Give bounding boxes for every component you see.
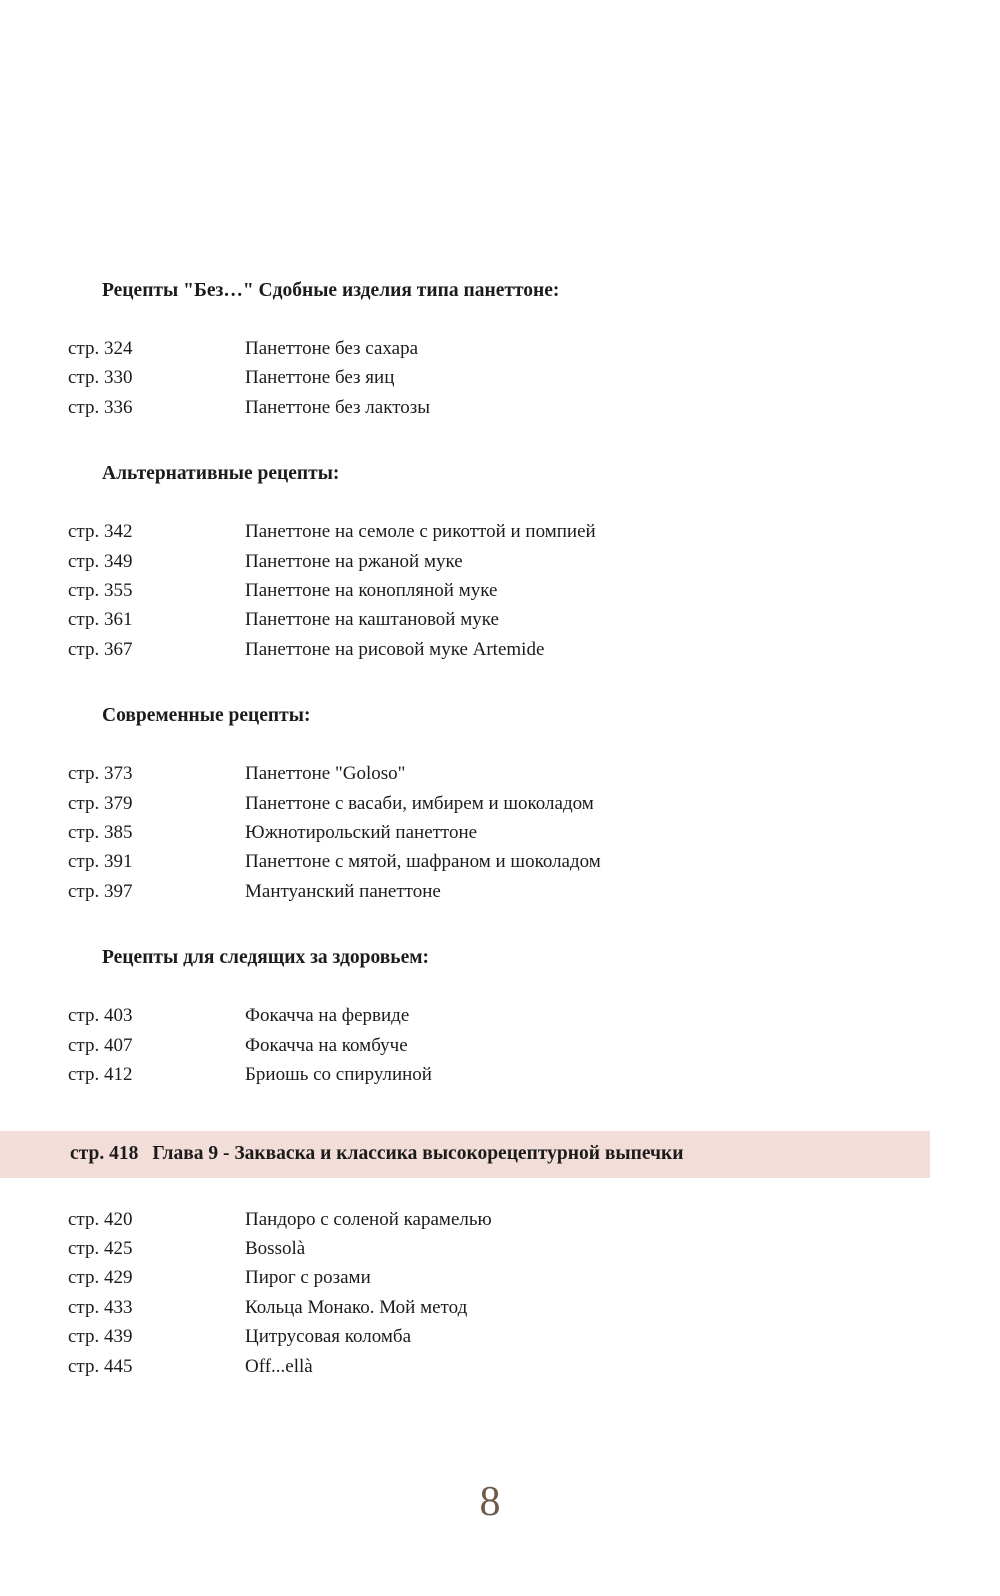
toc-section <box>0 945 1000 1089</box>
toc-row <box>0 759 1000 788</box>
toc-row-page-ref: стр. 391 <box>68 851 133 873</box>
toc-row <box>0 847 1000 876</box>
toc-row-page-ref: стр. 420 <box>68 1208 133 1230</box>
toc-row-title: Панеттоне без сахара <box>245 338 419 359</box>
toc-row-page-ref: стр. 445 <box>68 1355 133 1377</box>
toc-row-title: Южнотирольский панеттоне <box>245 822 478 844</box>
toc-row <box>0 1060 1000 1089</box>
toc-row-page-ref: стр. 342 <box>68 521 133 543</box>
toc-section <box>0 461 1000 664</box>
toc-row <box>0 1293 1000 1322</box>
toc-section <box>0 278 1000 422</box>
toc-row-page-ref: стр. 361 <box>68 609 133 631</box>
toc-row <box>0 1322 1000 1351</box>
toc-row <box>0 1001 1000 1030</box>
toc-row-page-ref: стр. 425 <box>68 1237 133 1259</box>
toc-row <box>0 1263 1000 1292</box>
page-number: 8 <box>479 1479 501 1525</box>
toc-row <box>0 517 1000 546</box>
toc-row-page-ref: стр. 367 <box>68 638 133 660</box>
toc-row <box>0 363 1000 392</box>
chapter-banner-title: Глава 9 - Закваска и классика высокорецептурной выпечки <box>152 1143 684 1164</box>
section-heading: Рецепты "Без…" Сдобные изделия типа панеттоне: <box>102 280 560 301</box>
toc-row-page-ref: стр. 407 <box>68 1034 133 1056</box>
section-heading: Современные рецепты: <box>102 705 311 727</box>
toc-row-page-ref: стр. 379 <box>68 792 133 814</box>
toc-row-title: Панеттоне на семоле с рикоттой и помпией <box>245 521 596 543</box>
toc-row-page-ref: стр. 349 <box>68 550 133 572</box>
section-rows <box>0 334 1000 422</box>
toc-row <box>0 547 1000 576</box>
toc-row-title: Off...ellà <box>245 1355 313 1377</box>
toc-row <box>0 1031 1000 1060</box>
toc-row-page-ref: стр. 324 <box>68 338 133 359</box>
toc-row-page-ref: стр. 330 <box>68 367 133 389</box>
toc-row <box>0 877 1000 906</box>
toc-row-page-ref: стр. 439 <box>68 1326 133 1348</box>
chapter-banner-page-ref: стр. 418 <box>70 1143 139 1164</box>
section-rows <box>0 1001 1000 1089</box>
toc-row-title: Пирог с розами <box>245 1267 371 1289</box>
toc-row-page-ref: стр. 355 <box>68 580 133 602</box>
toc-row-title: Bossolà <box>245 1237 306 1259</box>
toc-row <box>0 1205 1000 1234</box>
toc-row-title: Фокачча на фервиде <box>245 1005 410 1027</box>
toc-row-page-ref: стр. 397 <box>68 880 133 902</box>
toc-row <box>0 1352 1000 1381</box>
toc-row-title: Бриошь со спирулиной <box>245 1064 432 1086</box>
toc-row-title: Панеттоне на конопляной муке <box>245 580 498 602</box>
toc-row-page-ref: стр. 433 <box>68 1296 133 1318</box>
toc-row-title: Фокачча на комбуче <box>245 1034 408 1056</box>
toc-row <box>0 818 1000 847</box>
toc-row <box>0 605 1000 634</box>
toc-row-title: Панеттоне с мятой, шафраном и шоколадом <box>245 851 601 873</box>
toc-row-title: Панеттоне на каштановой муке <box>245 609 499 631</box>
toc-row-title: Панеттоне с васаби, имбирем и шоколадом <box>245 792 594 814</box>
toc-row-title: Пандоро с соленой карамелью <box>245 1208 492 1230</box>
section-rows <box>0 517 1000 664</box>
toc-row-page-ref: стр. 412 <box>68 1064 133 1086</box>
section-heading: Рецепты для следящих за здоровьем: <box>102 947 430 969</box>
toc-row-title: Панеттоне без лактозы <box>245 396 431 418</box>
toc-row-title: Мантуанский панеттоне <box>245 880 441 902</box>
toc-row-title: Цитрусовая коломба <box>245 1326 412 1348</box>
toc-row <box>0 576 1000 605</box>
toc-row <box>0 1234 1000 1263</box>
toc-row <box>0 334 1000 363</box>
toc-row-title: Панеттоне "Goloso" <box>245 763 406 785</box>
toc-row-page-ref: стр. 373 <box>68 763 133 785</box>
final-entries <box>0 1205 1000 1381</box>
toc-row-title: Панеттоне на ржаной муке <box>245 550 463 572</box>
toc-row-page-ref: стр. 429 <box>68 1267 133 1289</box>
toc-row-title: Кольца Монако. Мой метод <box>245 1296 468 1318</box>
toc-row <box>0 789 1000 818</box>
toc-sections <box>0 278 1000 1090</box>
section-rows <box>0 759 1000 906</box>
toc-row-page-ref: стр. 385 <box>68 822 133 844</box>
section-heading: Альтернативные рецепты: <box>102 463 340 485</box>
toc-row-title: Панеттоне без яиц <box>245 367 395 389</box>
chapter-banner <box>0 1131 930 1178</box>
toc-row <box>0 393 1000 422</box>
toc-row-title: Панеттоне на рисовой муке Artemide <box>245 638 545 660</box>
toc-row-page-ref: стр. 403 <box>68 1005 133 1027</box>
toc-section <box>0 703 1000 906</box>
toc-row-page-ref: стр. 336 <box>68 396 133 418</box>
toc-row <box>0 635 1000 664</box>
